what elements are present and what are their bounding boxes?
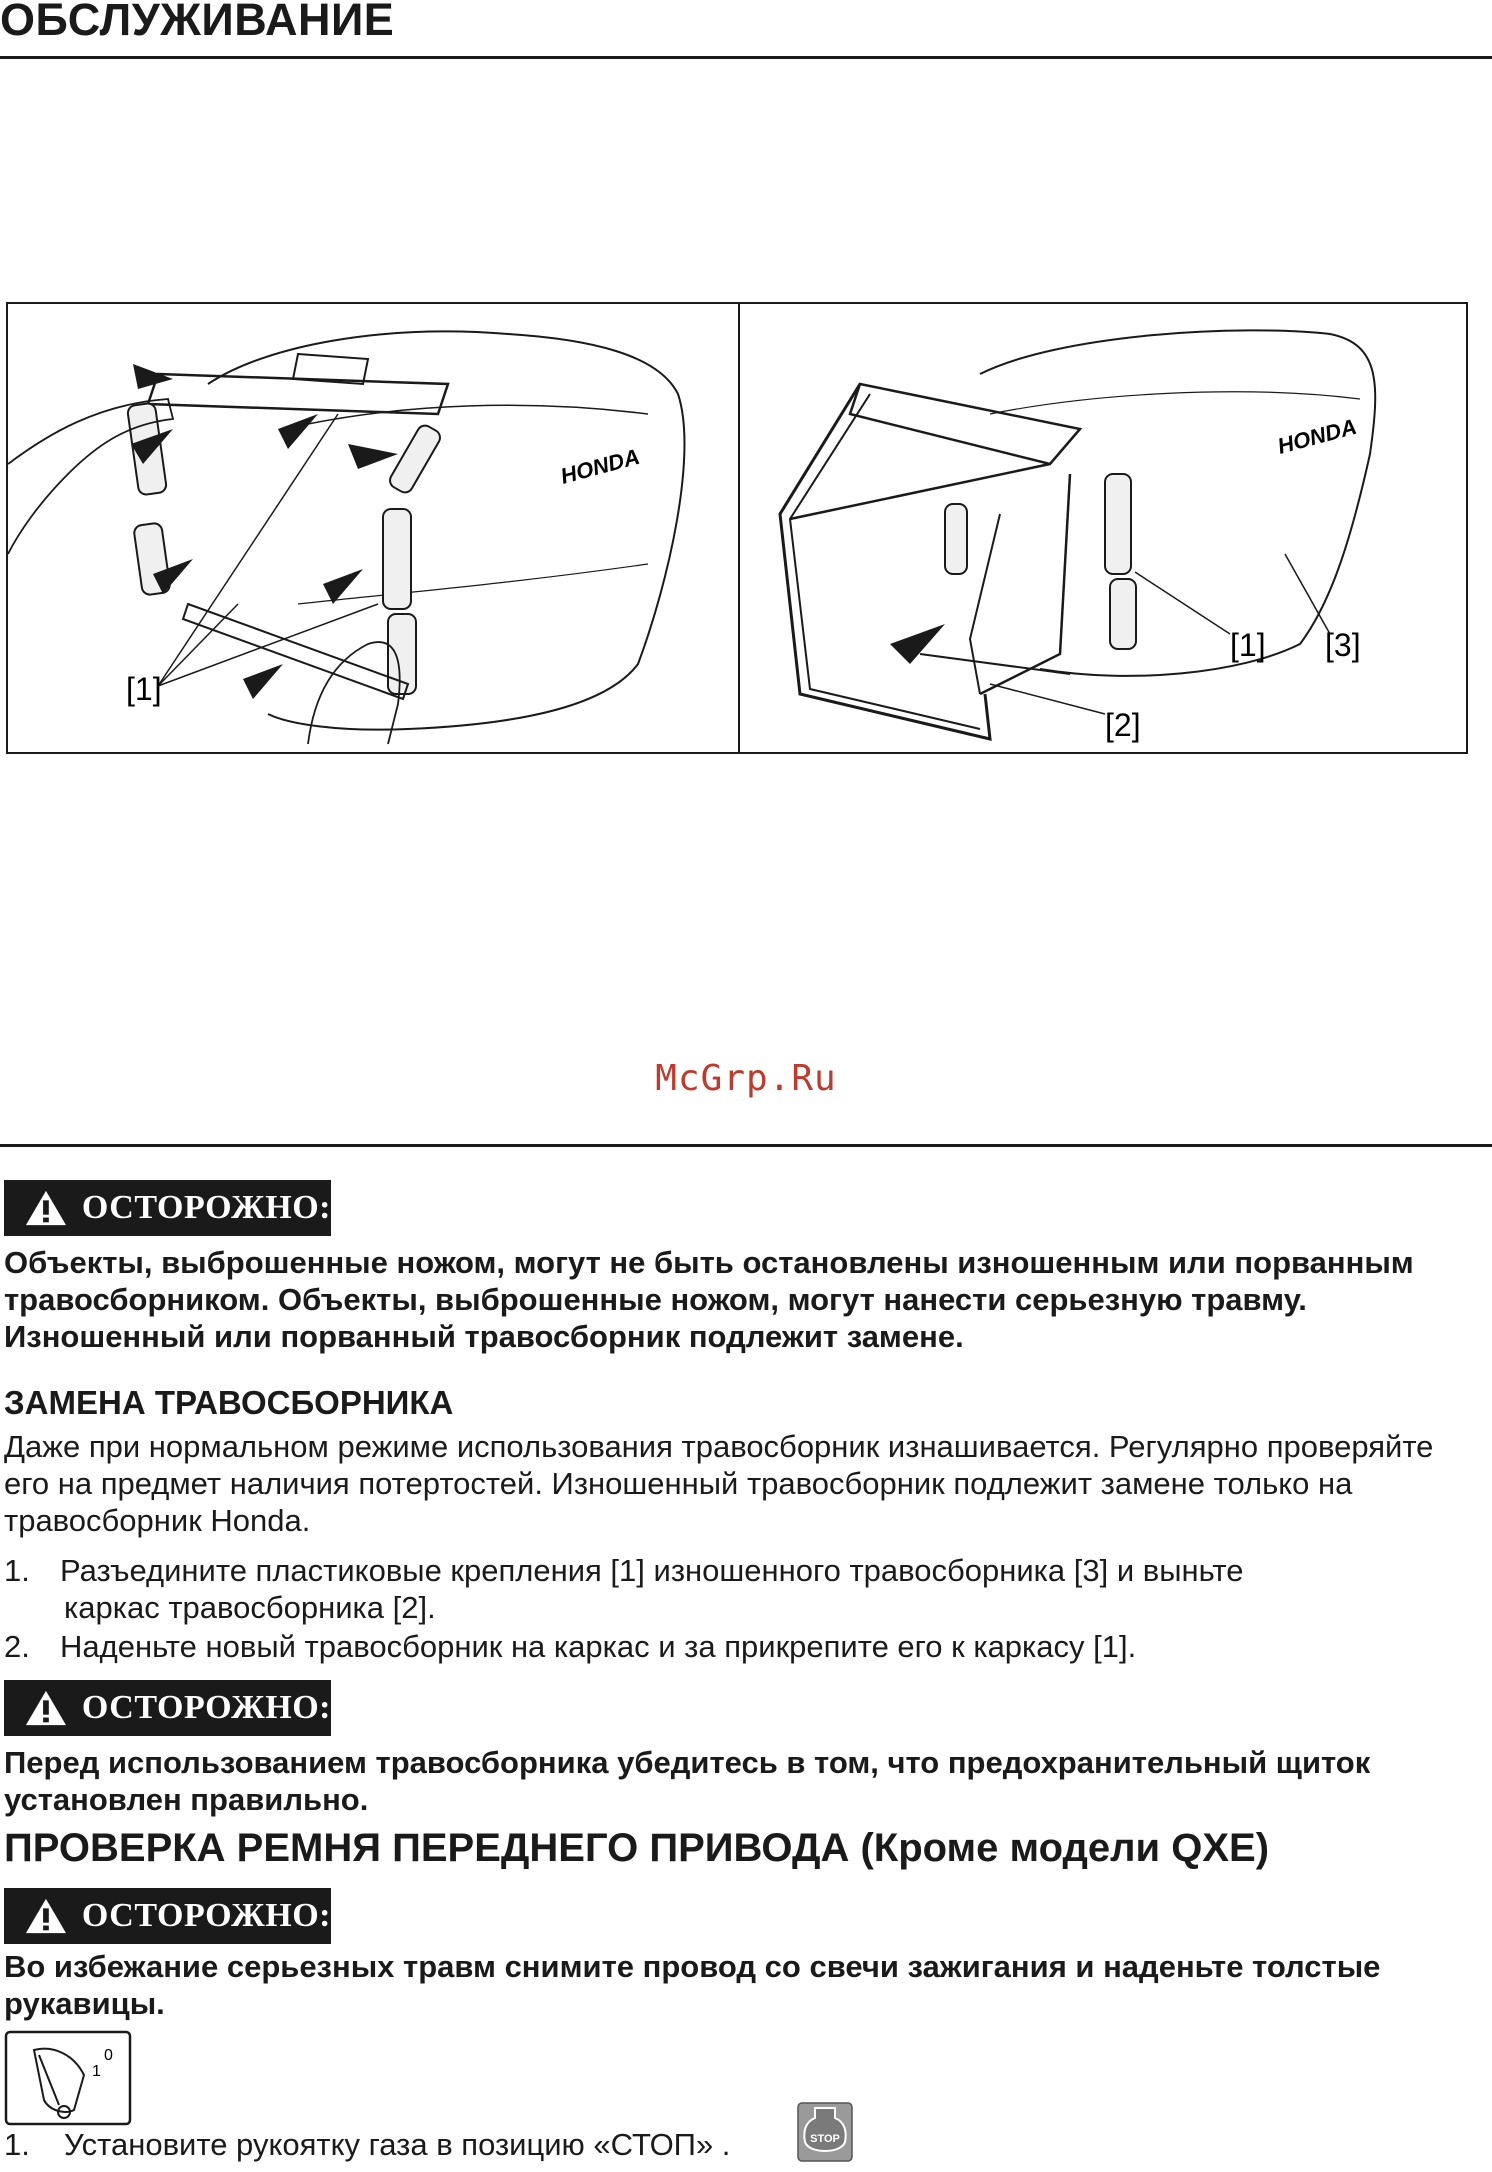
section-title-belt: ПРОВЕРКА РЕМНЯ ПЕРЕДНЕГО ПРИВОДА (Кроме модели QXE) [4, 1826, 1270, 1870]
warning-text-3: Во избежание серьезных травм снимите провод со свечи зажигания и наденьте толстые рукавицы. [4, 1949, 1381, 2021]
stop-icon-text: STOP [810, 2133, 840, 2145]
illustration-grass-bag-clips [8, 304, 736, 752]
warning-triangle-icon [24, 1688, 68, 1728]
warning-triangle-icon [24, 1188, 68, 1228]
list-item [4, 1552, 1484, 1626]
figure-label-3: [3] [1325, 627, 1361, 663]
warning-label: ОСТОРОЖНО: [81, 1897, 331, 1934]
section-title-replace: ЗАМЕНА ТРАВОСБОРНИКА [4, 1384, 454, 1421]
warning-label: ОСТОРОЖНО: [81, 1189, 331, 1226]
section-rule [0, 1144, 1492, 1147]
warning-text-2: Перед использованием травосборника убедитесь в том, что предохранительный щиток установлен правильно. [4, 1745, 1371, 1817]
throttle-mark-0: 0 [104, 2047, 113, 2064]
throttle-lever-icon [4, 2030, 132, 2126]
step-number: 2. [4, 1629, 30, 1664]
step-text-line1: Разъедините пластиковые крепления [1] изношенного травосборника [3] и выньте [60, 1553, 1244, 1588]
step-text: Установите рукоятку газа в позицию «СТОП» . [64, 2127, 731, 2162]
warning-label: ОСТОРОЖНО: [81, 1689, 331, 1726]
brand-logo-right: HONDA [1274, 413, 1360, 459]
warning-badge-2 [4, 1680, 331, 1736]
step-text-line2: каркас травосборника [2]. [64, 1590, 436, 1625]
stop-icon [797, 2102, 853, 2162]
watermark: McGrp.Ru [655, 1058, 837, 1099]
step-number: 1. [4, 1553, 30, 1588]
section-intro: Даже при нормальном режиме использования травосборник изнашивается. Регулярно проверяйте его на предмет наличия потертостей. Изношенный травосборник подлежит замене только на травосборник Honda. [4, 1429, 1434, 1538]
header-rule [0, 56, 1492, 59]
figure-label-1: [1] [1230, 627, 1266, 663]
warning-badge-1 [4, 1180, 331, 1236]
step-text: Наденьте новый травосборник на каркас и за прикрепите его к каркасу [1]. [60, 1629, 1137, 1664]
list-item [4, 1628, 1484, 1665]
list-item [4, 2126, 1484, 2163]
brand-logo: HONDA [557, 443, 643, 489]
page-title: ОБСЛУЖИВАНИЕ [0, 0, 395, 45]
warning-badge-3 [4, 1888, 331, 1944]
step-number: 1. [4, 2127, 30, 2162]
figure-label-2: [2] [1105, 707, 1141, 743]
figure-label-left: [1] [126, 671, 162, 707]
warning-text-1: Объекты, выброшенные ножом, могут не быть остановлены изношенным или порванным травосборником. Объекты, выброшенные ножом, могут нанести серьезную травму. Изношенный или порванный травосборник подлежит замене. [4, 1245, 1414, 1354]
warning-triangle-icon [24, 1896, 68, 1936]
throttle-mark-1: 1 [92, 2063, 101, 2080]
illustration-grass-bag-frame [740, 304, 1466, 752]
